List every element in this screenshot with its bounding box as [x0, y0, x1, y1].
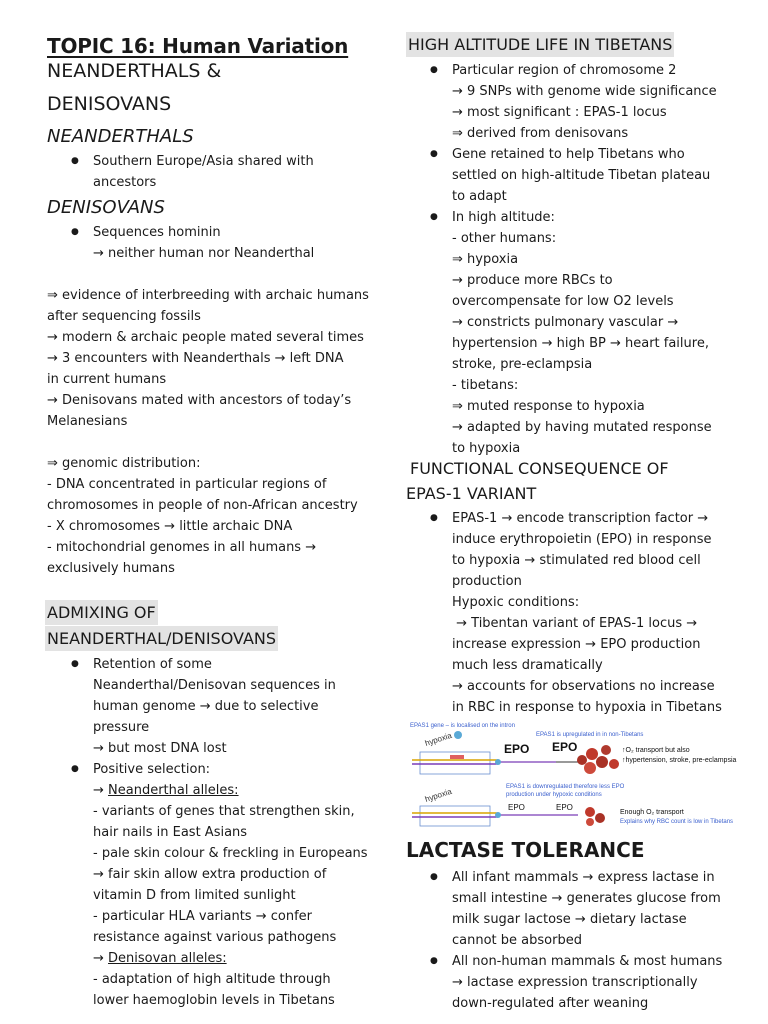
tibet-heading: HIGH ALTITUDE LIFE IN TIBETANS [406, 32, 674, 57]
text-line: chromosomes in people of non-African ancestry [47, 498, 358, 513]
diagram-bottom-caption-2: production under hypoxic conditions [506, 792, 602, 798]
list-item: → lactase expression transcriptionally [452, 975, 698, 990]
list-item: ● Retention of some [47, 654, 377, 675]
list-item: to adapt [452, 189, 507, 204]
list-item: resistance against various pathogens [93, 930, 337, 945]
diagram-bottom-effect-2: Explains why RBC count is low in Tibetans [620, 819, 734, 825]
text-line: in current humans [47, 372, 167, 387]
list-item: - tibetans: [452, 378, 519, 393]
diagram-bottom-caption-1: EPAS1 is downregulated therefore less EPO [506, 784, 625, 790]
list-item: → adapted by having mutated response [452, 420, 712, 435]
list-item: → constricts pulmonary vascular → [452, 315, 679, 330]
diagram-node-2 [495, 812, 501, 818]
list-item: stroke, pre-eclampsia [452, 357, 593, 372]
tibet-list [406, 60, 751, 459]
list-item: human genome → due to selective [93, 699, 319, 714]
diagram-bottom-effect-1: Enough O₂ transport [620, 809, 684, 816]
denisovans-heading: DENISOVANS [47, 197, 165, 218]
list-item: ● Sequences hominin [47, 222, 377, 243]
functional-list [406, 508, 751, 718]
list-item: → Denisovan alleles: [93, 951, 227, 966]
diagram-top-effect-2: ↑hypertension, stroke, pre-eclampsia [622, 757, 737, 764]
neanderthals-heading: NEANDERTHALS [47, 126, 194, 147]
list-item: ● All infant mammals → express lactase in [406, 867, 751, 888]
lactase-list [406, 867, 751, 1014]
diagram-top-right-caption: EPAS1 is upregulated in in non-Tibetans [536, 732, 644, 738]
list-item: - particular HLA variants → confer [93, 909, 312, 924]
list-item: → produce more RBCs to [452, 273, 613, 288]
section-heading-line1: NEANDERTHALS & [47, 60, 222, 82]
text-line: ⇒ genomic distribution: [47, 456, 201, 471]
diagram-top-effect-1: ↑O₂ transport but also [622, 747, 690, 754]
list-item: cannot be absorbed [452, 933, 582, 948]
list-item: → neither human nor Neanderthal [93, 246, 315, 261]
admixing-heading-line1: ADMIXING OF [45, 600, 158, 625]
epas1-diagram [406, 718, 752, 830]
list-item: ● Gene retained to help Tibetans who [406, 144, 751, 165]
text-line: exclusively humans [47, 561, 175, 576]
list-item: production [452, 574, 522, 589]
list-item: ⇒ hypoxia [452, 252, 519, 267]
diagram-hypoxia-label-bottom: hypoxia [423, 786, 453, 804]
lactase-heading: LACTASE TOLERANCE [406, 838, 645, 862]
list-item: → Tibentan variant of EPAS-1 locus → [452, 616, 698, 631]
list-item: ● Southern Europe/Asia shared with [47, 151, 377, 172]
list-item: ● In high altitude: [406, 207, 751, 228]
text-line: → Denisovans mated with ancestors of today’s [47, 393, 352, 408]
list-item: - variants of genes that strengthen skin, [93, 804, 355, 819]
list-item: ⇒ muted response to hypoxia [452, 399, 645, 414]
denisovans-list [47, 222, 377, 264]
list-item: - Hypoxic conditions: [406, 592, 751, 613]
list-item: ● Positive selection: [47, 759, 377, 780]
list-item: pressure [93, 720, 150, 735]
list-item: Neanderthal/Denisovan sequences in [93, 678, 336, 693]
list-item [47, 780, 377, 801]
list-item: hair nails in East Asians [93, 825, 248, 840]
text-line: → 3 encounters with Neanderthals → left DNA [47, 351, 344, 366]
list-item: settled on high-altitude Tibetan plateau [452, 168, 711, 183]
page-title: TOPIC 16: Human Variation [47, 34, 349, 58]
list-item: much less dramatically [452, 658, 603, 673]
list-item: vitamin D from limited sunlight [93, 888, 296, 903]
list-item: - other humans: [452, 231, 557, 246]
list-item: induce erythropoietin (EPO) in response [452, 532, 712, 547]
list-item: ⇒ derived from denisovans [452, 126, 629, 141]
list-item: ● Particular region of chromosome 2 [406, 60, 751, 81]
diagram-hypoxia-label-top: hypoxia [423, 730, 453, 748]
functional-heading-line2: EPAS-1 VARIANT [406, 484, 537, 503]
list-item: increase expression → EPO production [452, 637, 701, 652]
list-item: ● All non-human mammals & most humans [406, 951, 751, 972]
list-item: → fair skin allow extra production of [93, 867, 327, 882]
text-line: - X chromosomes → little archaic DNA [47, 519, 293, 534]
section-heading-line2: DENISOVANS [47, 93, 172, 115]
interbreeding-paragraph [47, 285, 377, 432]
list-item: hypertension → high BP → heart failure, [452, 336, 709, 351]
list-item: - adaptation of high altitude through [93, 972, 331, 987]
list-item: milk sugar lactose → dietary lactase [452, 912, 687, 927]
list-item: → most significant : EPAS-1 locus [452, 105, 667, 120]
diagram-mutation-mark [450, 755, 464, 759]
list-item: → 9 SNPs with genome wide significance [452, 84, 717, 99]
text-line: Melanesians [47, 414, 128, 429]
diagram-epo-small-2: EPO [556, 803, 573, 812]
list-item: down-regulated after weaning [452, 996, 649, 1011]
diagram-epo-label-2: EPO [552, 740, 578, 754]
diagram-molecule-icon [454, 731, 462, 739]
arrow-prefix: → [93, 783, 109, 798]
text-line: - DNA concentrated in particular regions of [47, 477, 327, 492]
text-line: → modern & archaic people mated several times [47, 330, 364, 345]
list-item: overcompensate for low O2 levels [452, 294, 674, 309]
admixing-list [47, 654, 377, 1011]
list-item: to hypoxia [452, 441, 521, 456]
diagram-epo-small-1: EPO [508, 803, 525, 812]
genomic-paragraph [47, 453, 377, 579]
neanderthals-list [47, 151, 377, 193]
functional-heading-line1: FUNCTIONAL CONSEQUENCE OF [410, 459, 669, 478]
list-item: ancestors [93, 175, 157, 190]
text-line: ⇒ evidence of interbreeding with archaic humans [47, 288, 369, 303]
list-item: ● EPAS-1 → encode transcription factor → [406, 508, 751, 529]
list-item: → accounts for observations no increase [452, 679, 715, 694]
list-item: in RBC in response to hypoxia in Tibetans [452, 700, 722, 715]
list-item: small intestine → generates glucose from [452, 891, 721, 906]
list-item: to hypoxia → stimulated red blood cell [452, 553, 701, 568]
neanderthal-alleles-label: Neanderthal alleles: [108, 783, 239, 798]
diagram-top-caption: EPAS1 gene – is localised on the intron [410, 723, 515, 729]
list-item: lower haemoglobin levels in Tibetans [93, 993, 335, 1008]
diagram-node [495, 759, 501, 765]
text-line: - mitochondrial genomes in all humans → [47, 540, 317, 555]
text-line: after sequencing fossils [47, 309, 201, 324]
diagram-epo-label-1: EPO [504, 742, 530, 756]
list-item: - pale skin colour & freckling in Europeans [93, 846, 368, 861]
denisovan-alleles-label: Denisovan alleles: [108, 951, 227, 966]
list-item: → but most DNA lost [93, 741, 227, 756]
admixing-heading-line2: NEANDERTHAL/DENISOVANS [45, 626, 278, 651]
